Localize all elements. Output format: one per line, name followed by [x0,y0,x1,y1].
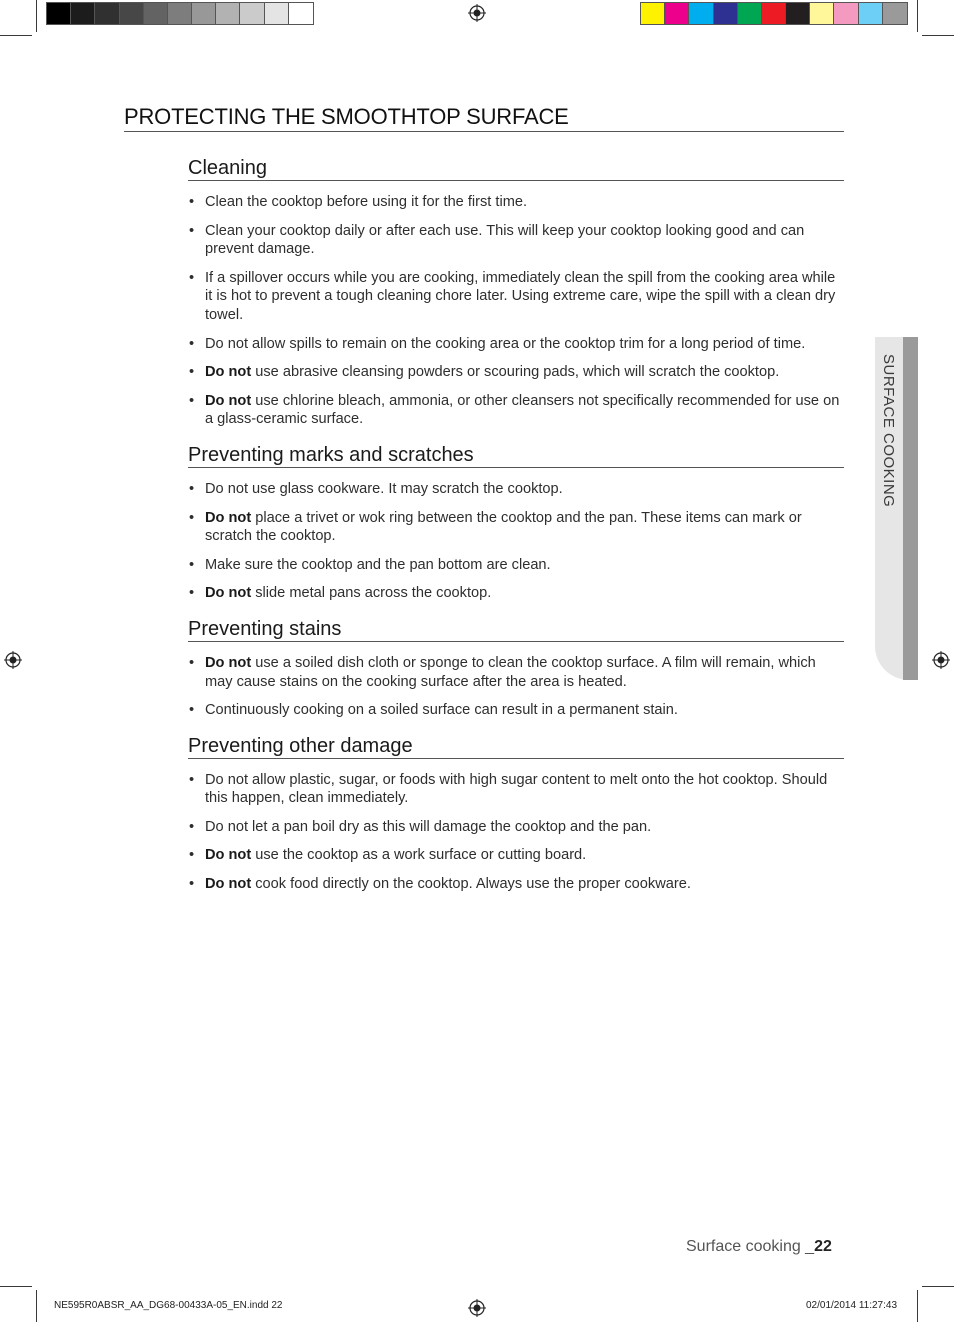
bullet-text: Do not let a pan boil dry as this will damage the cooktop and the pan. [205,818,652,835]
section-title: Preventing stains [188,617,844,642]
bullet-list [188,771,844,894]
color-swatch [641,3,665,24]
bold-lead: Do not [205,585,252,602]
bullet-text: If a spillover occurs while you are cooking, immediately clean the spill from the cooking area while it is hot to prevent a tough cleaning chore later. Using extreme care, wipe the spill with a clean dry towel. [205,269,836,323]
bullet-item [188,363,844,382]
section [188,734,844,894]
section-title: Preventing marks and scratches [188,443,844,468]
color-swatch [289,3,313,24]
bullet-text: Make sure the cooktop and the pan bottom are clean. [205,556,551,573]
crop-mark [0,1286,32,1287]
gray-swatch-bar [46,2,314,25]
page-footer [686,1238,832,1256]
color-swatch [120,3,144,24]
bullet-text: place a trivet or wok ring between the cooktop and the pan. These items can mark or scratch the cooktop. [205,509,802,545]
bullet-text: use chlorine bleach, ammonia, or other cleansers not specifically recommended for use on a glass-ceramic surface. [205,392,840,428]
section [188,443,844,603]
bullet-text: Do not allow plastic, sugar, or foods with high sugar content to melt onto the hot cooktop. Should this happen, clean immediately. [205,771,828,807]
bullet-item [188,556,844,575]
bold-lead: Do not [205,509,252,526]
color-swatch [810,3,834,24]
color-swatch [168,3,192,24]
registration-mark-icon [468,4,486,22]
color-swatch [95,3,119,24]
bullet-item [188,654,844,691]
color-swatch-bar [640,2,908,25]
color-swatch [144,3,168,24]
side-tab-label: SURFACE COOKING [880,354,897,508]
crop-mark [917,1290,918,1322]
bullet-item [188,701,844,720]
section [188,156,844,429]
bullet-item [188,584,844,603]
bullet-list [188,654,844,720]
bullet-list [188,480,844,603]
bullet-text: Do not allow spills to remain on the cooking area or the cooktop trim for a long period of time. [205,335,806,352]
color-swatch [834,3,858,24]
color-swatch [883,3,907,24]
bullet-text: Do not use glass cookware. It may scratch the cooktop. [205,480,563,497]
registration-mark-icon [468,1299,486,1317]
file-slug: NE595R0ABSR_AA_DG68-00433A-05_EN.indd 22 [54,1300,283,1311]
color-swatch [786,3,810,24]
color-swatch [192,3,216,24]
bullet-text: use the cooktop as a work surface or cutting board. [251,847,587,864]
side-tab-stripe [903,337,918,680]
color-swatch [47,3,71,24]
color-swatch [240,3,264,24]
bullet-item [188,875,844,894]
color-swatch [265,3,289,24]
section-title: Cleaning [188,156,844,181]
bullet-text: Clean your cooktop daily or after each use. This will keep your cooktop looking good and can prevent damage. [205,222,805,258]
color-swatch [714,3,738,24]
bullet-text: slide metal pans across the cooktop. [251,585,492,602]
bullet-text: Continuously cooking on a soiled surface can result in a permanent stain. [205,702,678,719]
color-swatch [665,3,689,24]
color-swatch [689,3,713,24]
footer-section-label: Surface cooking _ [686,1238,815,1255]
crop-mark [917,0,918,32]
crop-mark [36,0,37,32]
page-number: 22 [814,1238,832,1255]
crop-mark [0,35,32,36]
bullet-item [188,193,844,212]
color-swatch [859,3,883,24]
bullet-list [188,193,844,429]
bullet-item [188,480,844,499]
section-title: Preventing other damage [188,734,844,759]
crop-mark [922,1286,954,1287]
bullet-item [188,818,844,837]
page-title: PROTECTING THE SMOOTHTOP SURFACE [124,104,844,132]
content-area [188,156,844,908]
bold-lead: Do not [205,364,252,381]
bullet-item [188,771,844,808]
bullet-text: use a soiled dish cloth or sponge to clean the cooktop surface. A film will remain, which may cause stains on the cooking surface after the area is heated. [205,654,816,690]
bullet-item [188,335,844,354]
color-swatch [738,3,762,24]
bold-lead: Do not [205,876,252,893]
bullet-item [188,222,844,259]
bold-lead: Do not [205,654,252,671]
bullet-text: Clean the cooktop before using it for the first time. [205,194,528,210]
section [188,617,844,720]
color-swatch [762,3,786,24]
registration-mark-icon [4,651,22,669]
bullet-text: cook food directly on the cooktop. Always use the proper cookware. [251,876,691,893]
bold-lead: Do not [205,847,252,864]
crop-mark [922,35,954,36]
bullet-item [188,509,844,546]
bullet-item [188,269,844,325]
bold-lead: Do not [205,392,252,409]
color-swatch [71,3,95,24]
bullet-item [188,846,844,865]
crop-mark [36,1290,37,1322]
bullet-item [188,392,844,429]
bullet-text: use abrasive cleansing powders or scouring pads, which will scratch the cooktop. [251,364,780,381]
registration-mark-icon [932,651,950,669]
color-swatch [216,3,240,24]
date-slug: 02/01/2014 11:27:43 [806,1300,898,1311]
